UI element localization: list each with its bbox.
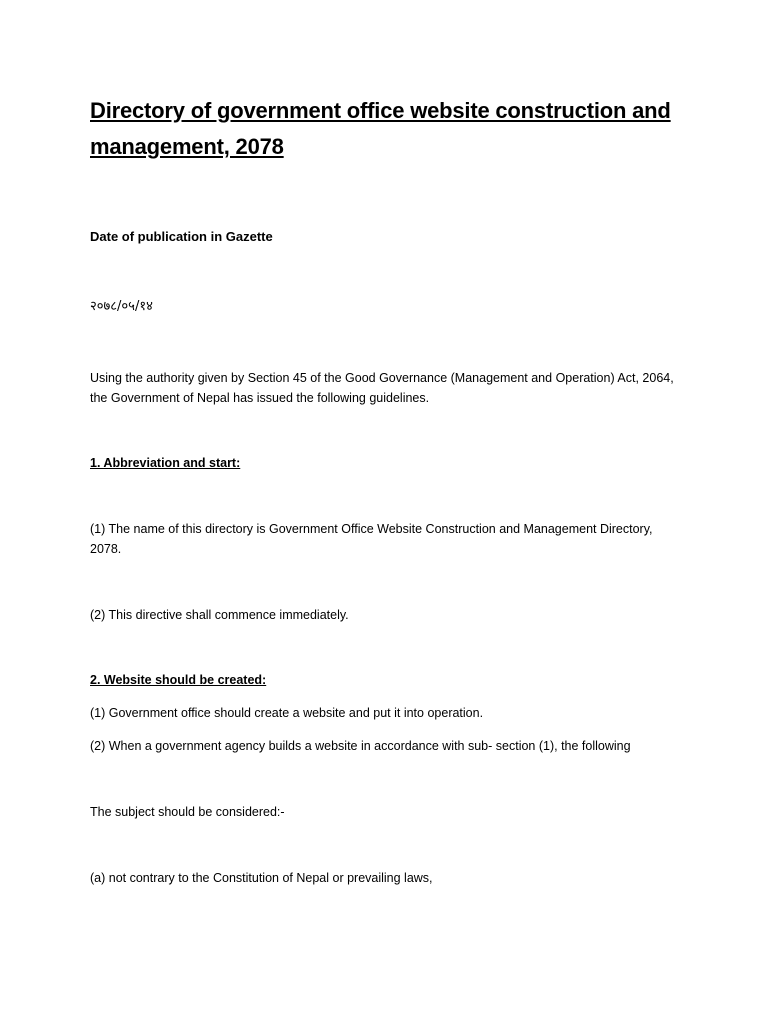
- section-2-item-2: (2) When a government agency builds a website in accordance with sub- section (1), the following: [90, 739, 631, 753]
- intro-paragraph: Using the authority given by Section 45 of the Good Governance (Management and Operation) Act, 2064, the Government of Nepal has issued the following guidelines.: [90, 371, 674, 405]
- section-2-heading: 2. Website should be created:: [90, 673, 267, 687]
- gazette-date-label: Date of publication in Gazette: [90, 229, 273, 244]
- section-1-heading: 1. Abbreviation and start:: [90, 456, 241, 470]
- section-1-item-2: (2) This directive shall commence immediately.: [90, 608, 349, 622]
- document-title: Directory of government office website construction and management, 2078: [90, 98, 671, 159]
- publication-date: २०७८/०५/१४: [90, 299, 153, 314]
- section-1-item-1: (1) The name of this directory is Government Office Website Construction and Management Directory, 2078.: [90, 522, 653, 556]
- section-2-item-1: (1) Government office should create a website and put it into operation.: [90, 706, 484, 720]
- section-2-subject-line: The subject should be considered:-: [90, 805, 285, 819]
- section-2-clause-a: (a) not contrary to the Constitution of Nepal or prevailing laws,: [90, 871, 433, 885]
